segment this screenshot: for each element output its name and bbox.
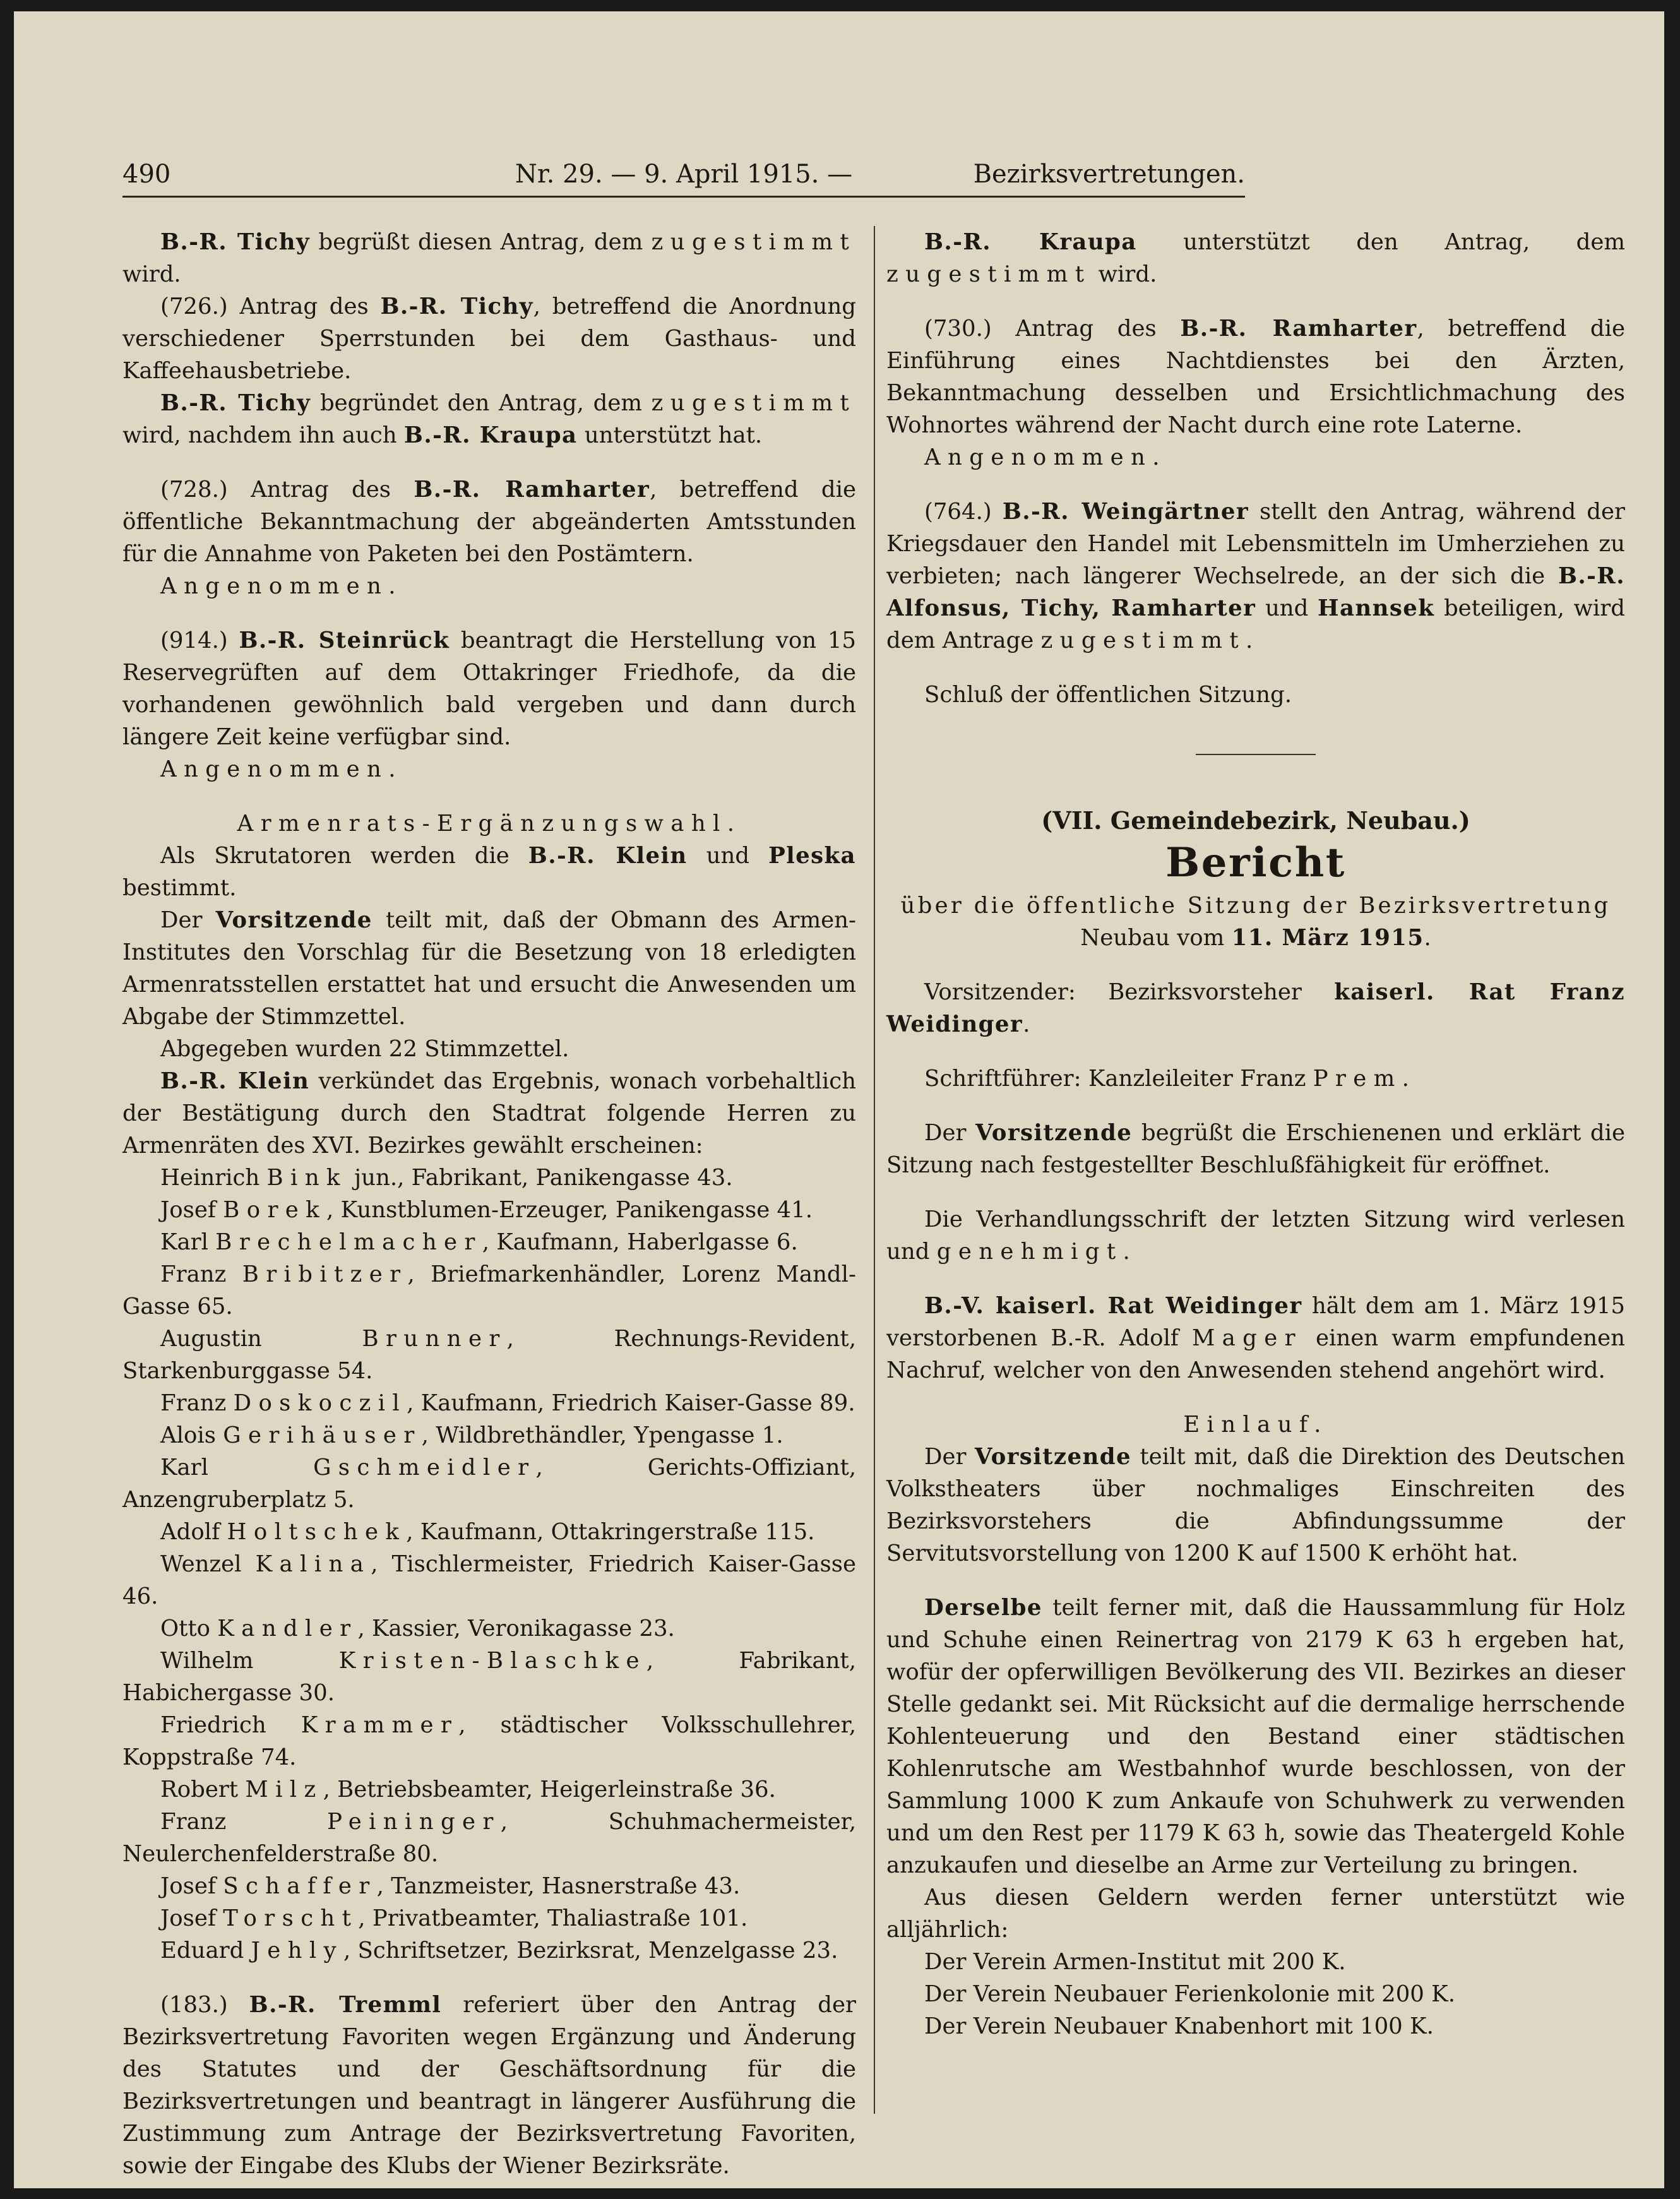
list-item: Josef Schaffer, Tanzmeister, Hasnerstraße 43.: [160, 1873, 741, 1899]
motion-914: (914.) B.-R. Steinrück beantragt die Herstellung von 15 Reservegrüften auf dem Ottakringer Friedhofe, da die vorhandenen gewöhnlich bald vergeben und dann durch längere Zeit keine verfügbar sind.: [122, 628, 857, 750]
section-divider: [1196, 754, 1316, 755]
motion-730: (730.) Antrag des B.-R. Ramharter, betreffend die Einführung eines Nachtdienstes bei den Ärzten, Bekanntmachung desselben und Ersichtlichmachung des Wohnortes während der Nacht durch eine rote Laterne.: [886, 316, 1625, 438]
paragraph-tichy-greets: B.-R. Tichy begrüßt diesen Antrag, dem zugestimmt wird.: [122, 229, 856, 287]
list-item: Robert Milz, Betriebsbeamter, Heigerleinstraße 36.: [160, 1777, 776, 1803]
accepted-728: Angenommen.: [160, 573, 403, 599]
report-date: Neubau vom 11. März 1915.: [1080, 925, 1431, 951]
accepted-914: Angenommen.: [160, 756, 403, 782]
paragraph-result: B.-R. Klein verkündet das Ergebnis, wonach vorbehaltlich der Bestätigung durch den Stadtrat folgende Herren zu Armenräten des XVI. Bezirkes gewählt erscheinen:: [122, 1068, 856, 1159]
list-item: Der Verein Armen-Institut mit 200 K.: [924, 1949, 1346, 1975]
list-item: Wilhelm Kristen-Blaschke, Fabrikant, Habichergasse 30.: [122, 1648, 856, 1706]
column-divider: [874, 226, 875, 2114]
paragraph-ballots-cast: Abgegeben wurden 22 Stimmzettel.: [160, 1036, 569, 1062]
paragraph-chair-announces: Der Vorsitzende teilt mit, daß der Obmann des Armen-Institutes den Vorschlag für die Besetzung von 18 erledigten Armenratsstellen erstattet hat und ersucht die Anwesenden um Abgabe der Stimmzettel.: [122, 907, 856, 1030]
list-item: Karl Gschmeidler, Gerichts-Offiziant, Anzengruberplatz 5.: [122, 1455, 856, 1513]
list-item: Franz Bribitzer, Briefmarkenhändler, Lorenz Mandl-Gasse 65.: [122, 1261, 857, 1320]
list-item: Augustin Brunner, Rechnungs-Revident, Starkenburggasse 54.: [122, 1326, 856, 1384]
report-title: Bericht: [1165, 839, 1346, 886]
list-item: Franz Peininger, Schuhmachermeister, Neulerchenfelderstraße 80.: [122, 1809, 856, 1867]
chairperson: Vorsitzender: Bezirksvorsteher kaiserl. Rat Franz Weidinger.: [886, 979, 1625, 1037]
right-column: [886, 226, 1625, 2042]
section-title: Bezirksvertretungen.: [973, 160, 1245, 189]
list-item: Der Verein Neubauer Ferienkolonie mit 200 K.: [924, 1981, 1455, 2007]
district-heading: (VII. Gemeindebezirk, Neubau.): [1041, 806, 1470, 835]
session-end: Schluß der öffentlichen Sitzung.: [924, 682, 1292, 708]
list-item: Otto Kandler, Kassier, Veronikagasse 23.: [160, 1616, 675, 1642]
header-rule: [122, 196, 1245, 198]
paragraph-minutes: Die Verhandlungsschrift der letzten Sitzung wird verlesen und genehmigt.: [886, 1207, 1625, 1265]
list-item: Adolf Holtschek, Kaufmann, Ottakringerstraße 115.: [160, 1519, 815, 1545]
page-number: 490: [122, 160, 171, 189]
list-item: Eduard Jehly, Schriftsetzer, Bezirksrat, Menzelgasse 23.: [160, 1938, 838, 1964]
subheading-armenrat-election: Armenrats-Ergänzungswahl.: [237, 811, 742, 837]
paragraph-scrutineers: Als Skrutatoren werden die B.-R. Klein und Pleska bestimmt.: [122, 843, 856, 901]
paragraph-opening: Der Vorsitzende begrüßt die Erschienenen und erklärt die Sitzung nach festgestellter Beschlußfähigkeit für eröffnet.: [886, 1120, 1626, 1178]
list-item: Friedrich Krammer, städtischer Volksschullehrer, Koppstraße 74.: [122, 1712, 856, 1770]
paragraph-support-intro: Aus diesen Geldern werden ferner unterstützt wie alljährlich:: [886, 1885, 1625, 1943]
paragraph-volkstheater: Der Vorsitzende teilt mit, daß die Direktion des Deutschen Volkstheaters über nochmaliges Einschreiten des Bezirksvorstehers die Abfindungssumme der Servitutsvorstellung von 1200 K auf 1500 K erhöht hat.: [886, 1444, 1626, 1566]
page-header: [122, 155, 1245, 193]
paragraph-kraupa-supports: B.-R. Kraupa unterstützt den Antrag, dem zugestimmt wird.: [886, 229, 1625, 287]
paragraph-obituary: B.-V. kaiserl. Rat Weidinger hält dem am 1. März 1915 verstorbenen B.-R. Adolf Mager einen warm empfundenen Nachruf, welcher von den Anwesenden stehend angehört wird.: [886, 1293, 1626, 1383]
newspaper-page: [14, 11, 1664, 2188]
list-item: Heinrich Bink jun., Fabrikant, Panikengasse 43.: [160, 1165, 733, 1191]
list-item: Der Verein Neubauer Knabenhort mit 100 K.: [924, 2013, 1434, 2039]
left-column: [122, 226, 856, 2182]
motion-726: (726.) Antrag des B.-R. Tichy, betreffend die Anordnung verschiedener Sperrstunden bei dem Gasthaus- und Kaffeehausbetriebe.: [122, 294, 856, 384]
list-item: Karl Brechelmacher, Kaufmann, Haberlgasse 6.: [160, 1229, 798, 1255]
secretary: Schriftführer: Kanzleileiter Franz Prem.: [924, 1066, 1409, 1092]
motion-728: (728.) Antrag des B.-R. Ramharter, betreffend die öffentliche Bekanntmachung der abgeänderten Amtsstunden für die Annahme von Paketen bei den Postämtern.: [122, 477, 856, 567]
list-item: Alois Gerihäuser, Wildbrethändler, Ypengasse 1.: [160, 1422, 783, 1448]
paragraph-collection: Derselbe teilt ferner mit, daß die Haussammlung für Holz und Schuhe einen Reinertrag von 2179 K 63 h ergeben hat, wofür der opferwilligen Bevölkerung des VII. Bezirkes an dieser Stelle gedankt sei. Mit Rücksicht auf die dermalige herrschende Kohlenteuerung und den Bestand einer städtischen Kohlenrutsche am Westbahnhof wurde beschlossen, von der Sammlung 1000 K zum Ankaufe von Schuhwerk zu verwenden und um den Rest per 1179 K 63 h, sowie das Theatergeld Kohle anzukaufen und dieselbe an Arme zur Verteilung zu bringen.: [886, 1595, 1625, 1878]
report-subtitle: über die öffentliche Sitzung der Bezirksvertretung: [900, 893, 1611, 919]
list-item: Josef Borek, Kunstblumen-Erzeuger, Panikengasse 41.: [160, 1197, 813, 1223]
motion-764: (764.) B.-R. Weingärtner stellt den Antrag, während der Kriegsdauer den Handel mit Lebensmitteln im Umherziehen zu verbieten; nach längerer Wechselrede, an der sich die B.-R. Alfonsus, Tichy, Ramharter und Hannsek beteiligen, wird dem Antrage zugestimmt.: [886, 499, 1626, 653]
list-item: Josef Torscht, Privatbeamter, Thaliastraße 101.: [160, 1905, 748, 1931]
motion-183: (183.) B.-R. Tremml referiert über den Antrag der Bezirksvertretung Favoriten wegen Ergänzung und Änderung des Statutes und der Geschäftsordnung für die Bezirksvertretungen und beantragt in längerer Ausführung die Zustimmung zum Antrage der Bezirksvertretung Favoriten, sowie der Eingabe des Klubs der Wiener Bezirksräte.: [122, 1992, 856, 2179]
subheading-einlauf: Einlauf.: [1183, 1412, 1328, 1438]
issue-title: Nr. 29. — 9. April 1915. —: [515, 160, 853, 189]
accepted-730: Angenommen.: [924, 444, 1167, 470]
paragraph-tichy-justifies: B.-R. Tichy begründet den Antrag, dem zugestimmt wird, nachdem ihn auch B.-R. Kraupa unterstützt hat.: [122, 390, 856, 448]
list-item: Franz Doskoczil, Kaufmann, Friedrich Kaiser-Gasse 89.: [160, 1390, 855, 1416]
list-item: Wenzel Kalina, Tischlermeister, Friedrich Kaiser-Gasse 46.: [122, 1551, 856, 1609]
